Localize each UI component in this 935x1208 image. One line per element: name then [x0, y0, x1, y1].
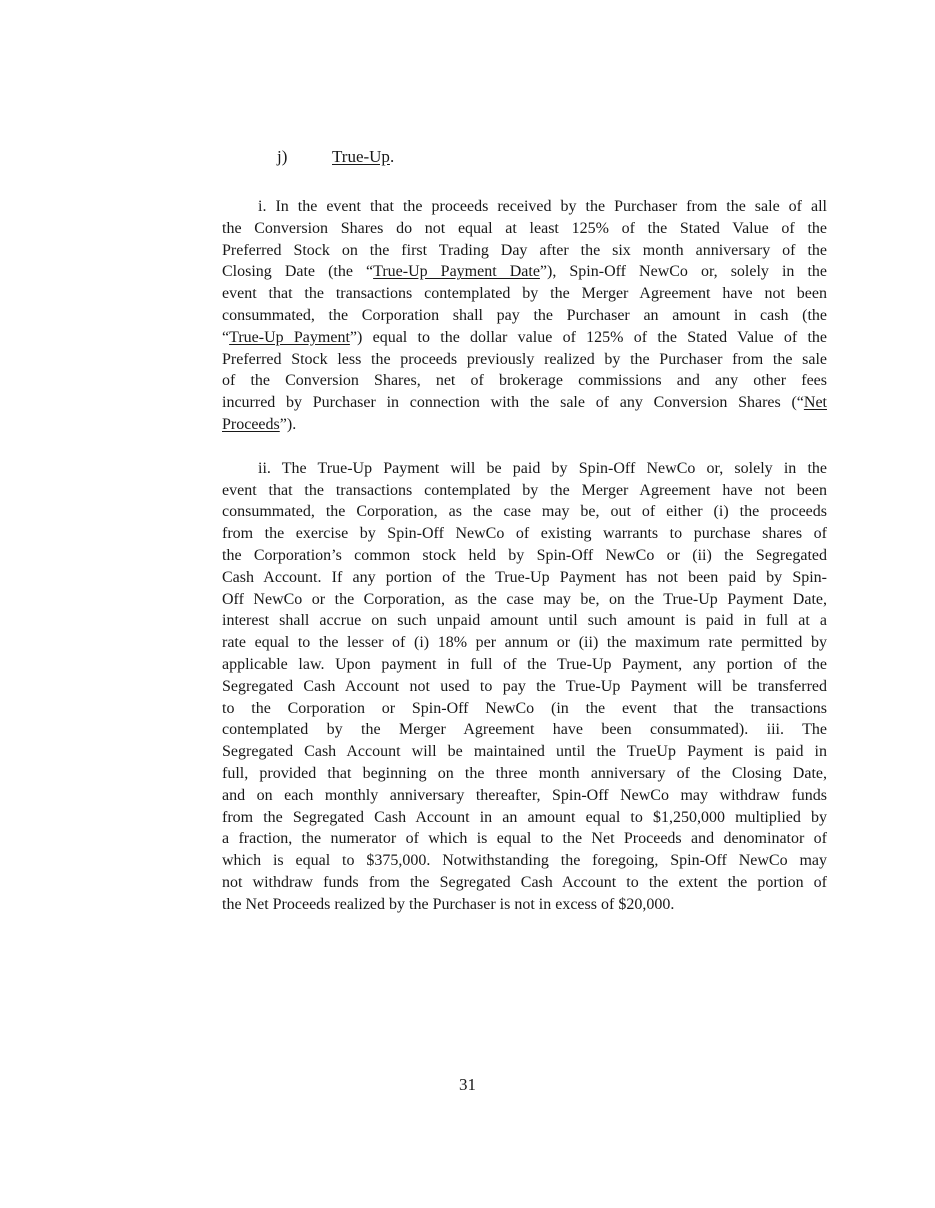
text-line: ii. The True-Up Payment will be paid by Spin-Off NewCo or, solely in the — [258, 459, 827, 477]
text-line: incurred by Purchaser in connection with the sale of any Conversion Shares (“Net — [222, 394, 827, 412]
text-line: from the Segregated Cash Account in an amount equal to $1,250,000 multiplied by — [222, 808, 827, 826]
text-line: from the exercise by Spin-Off NewCo of existing warrants to purchase shares of — [222, 525, 827, 543]
paragraph — [222, 196, 827, 436]
section-heading-title: True-Up. — [332, 147, 395, 166]
text-line: a fraction, the numerator of which is equal to the Net Proceeds and denominator of — [222, 830, 827, 848]
text-line: interest shall accrue on such unpaid amount until such amount is paid in full at a — [222, 612, 827, 630]
text-line: Closing Date (the “True-Up Payment Date”), Spin-Off NewCo or, solely in the — [222, 263, 827, 281]
text-line: consummated, the Corporation shall pay the Purchaser an amount in cash (the — [222, 306, 827, 324]
section-heading-label: j) — [277, 147, 288, 166]
text-line: Cash Account. If any portion of the True-Up Payment has not been paid by Spin- — [222, 568, 827, 586]
text-line: Off NewCo or the Corporation, as the case may be, on the True-Up Payment Date, — [222, 590, 827, 608]
text-line: event that the transactions contemplated by the Merger Agreement have not been — [222, 285, 827, 303]
text-line: i. In the event that the proceeds received by the Purchaser from the sale of all — [258, 198, 827, 215]
text-line: event that the transactions contemplated by the Merger Agreement have not been — [222, 481, 827, 499]
text-line: not withdraw funds from the Segregated Cash Account to the extent the portion of — [222, 873, 827, 891]
body-paragraphs — [222, 196, 827, 916]
text-line: Segregated Cash Account will be maintained until the TrueUp Payment is paid in — [222, 743, 827, 761]
text-line: the Corporation’s common stock held by Spin-Off NewCo or (ii) the Segregated — [222, 546, 827, 564]
text-line: applicable law. Upon payment in full of the True-Up Payment, any portion of the — [222, 655, 827, 673]
paragraph — [222, 458, 827, 916]
text-line: and on each monthly anniversary thereafter, Spin-Off NewCo may withdraw funds — [222, 786, 827, 804]
text-line: Preferred Stock on the first Trading Day after the six month anniversary of the — [222, 241, 827, 259]
text-line: Preferred Stock less the proceeds previously realized by the Purchaser from the sale — [222, 350, 827, 368]
text-line: Segregated Cash Account not used to pay the True-Up Payment will be transferred — [222, 677, 827, 695]
text-block — [222, 146, 827, 938]
section-heading — [222, 146, 827, 168]
text-line: full, provided that beginning on the three month anniversary of the Closing Date, — [222, 764, 827, 782]
text-line: the Net Proceeds realized by the Purchaser is not in excess of $20,000. — [222, 895, 675, 913]
page-number: 31 — [459, 1075, 476, 1094]
text-line: to the Corporation or Spin-Off NewCo (in the event that the transactions — [222, 699, 827, 717]
text-line: consummated, the Corporation, as the case may be, out of either (i) the proceeds — [222, 503, 827, 521]
text-line: the Conversion Shares do not equal at least 125% of the Stated Value of the — [222, 219, 827, 237]
text-line: rate equal to the lesser of (i) 18% per annum or (ii) the maximum rate permitted by — [222, 634, 827, 652]
text-line: of the Conversion Shares, net of brokerage commissions and any other fees — [222, 372, 827, 390]
text-line: contemplated by the Merger Agreement have been consummated). iii. The — [222, 721, 827, 739]
text-line: “True-Up Payment”) equal to the dollar value of 125% of the Stated Value of the — [222, 328, 827, 346]
text-line: which is equal to $375,000. Notwithstanding the foregoing, Spin-Off NewCo may — [222, 852, 827, 870]
text-line: Proceeds”). — [222, 415, 297, 433]
